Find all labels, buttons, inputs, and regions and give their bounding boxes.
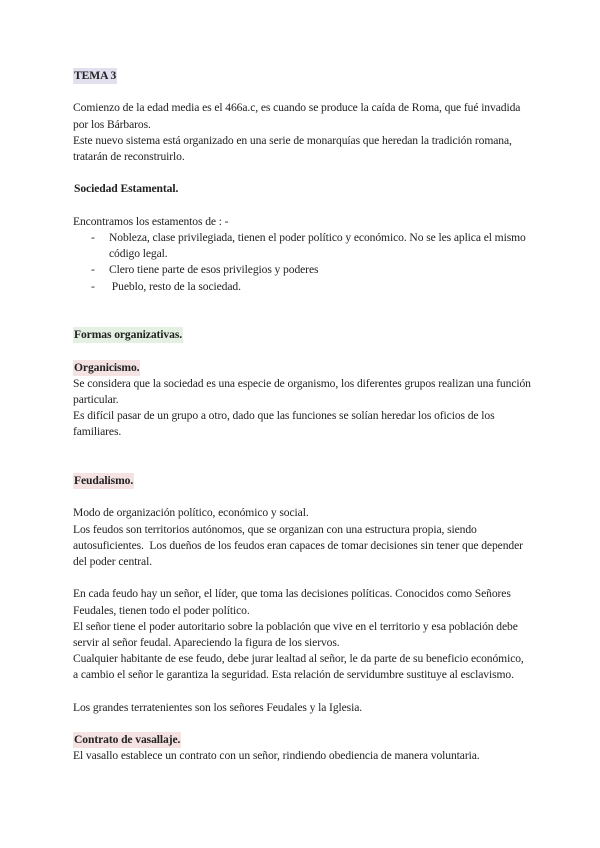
sociedad-heading: Sociedad Estamental. (74, 182, 179, 196)
list-item-text: Nobleza, clase privilegiada, tienen el poder político y económico. No se les aplica el mismo código legal. (109, 230, 526, 261)
feudalismo-heading: Feudalismo. (73, 473, 134, 489)
feudalismo-paragraph: Modo de organización político, económico y social. (73, 506, 309, 520)
intro-paragraph-1: Comienzo de la edad media es el 466a.c, es cuando se produce la caída de Roma, que fué invadida por los Bárbaros. (73, 101, 521, 131)
contrato-paragraph: El vasallo establece un contrato con un señor, rindiendo obediencia de manera voluntaria. (73, 749, 480, 763)
list-item (73, 230, 533, 262)
sociedad-lead: Encontramos los estamentos de : - (73, 214, 229, 228)
organicismo-paragraph-2: Es difícil pasar de un grupo a otro, dado que las funciones se solían heredar los oficios de los familiares. (73, 409, 495, 439)
document-title: TEMA 3 (73, 68, 117, 84)
feudalismo-paragraph: El señor tiene el poder autoritario sobre la población que vive en el territorio y esa población debe servir al señor feudal. Apareciendo la figura de los siervos. (73, 619, 518, 649)
list-item (73, 279, 533, 295)
feudalismo-paragraph: En cada feudo hay un señor, el líder, que toma las decisiones políticas. Conocidos como Señores Feudales, tienen todo el poder político. (73, 587, 511, 617)
list-item-text: Pueblo, resto de la sociedad. (109, 279, 241, 293)
list-item (73, 262, 533, 278)
organicismo-heading: Organicismo. (73, 360, 140, 376)
formas-heading: Formas organizativas. (73, 327, 183, 343)
bullet-dash: - (91, 263, 95, 277)
document-page (73, 68, 533, 765)
feudalismo-paragraph: Cualquier habitante de ese feudo, debe jurar lealtad al señor, le da parte de su beneficio económico, a cambio el señor le garantiza la seguridad. Esta relación de servidumbre sustituye al esclavismo. (73, 652, 530, 682)
feudalismo-paragraph: Los grandes terratenientes son los señores Feudales y la Iglesia. (73, 700, 363, 714)
bullet-dash: - (91, 230, 95, 244)
list-item-text: Clero tiene parte de esos privilegios y poderes (109, 263, 319, 277)
contrato-heading: Contrato de vasallaje. (73, 732, 181, 748)
bullet-dash: - (91, 279, 95, 293)
organicismo-paragraph-1: Se considera que la sociedad es una especie de organismo, los diferentes grupos realizan una función particular. (73, 376, 531, 406)
feudalismo-paragraph: Los feudos son territorios autónomos, que se organizan con una estructura propia, siendo autosuficientes. Los dueños de los feudos eran capaces de tomar decisiones sin tener que depender del poder central. (73, 522, 526, 568)
intro-paragraph-2: Este nuevo sistema está organizado en una serie de monarquías que heredan la tradición romana, tratarán de reconstruirlo. (73, 133, 512, 163)
